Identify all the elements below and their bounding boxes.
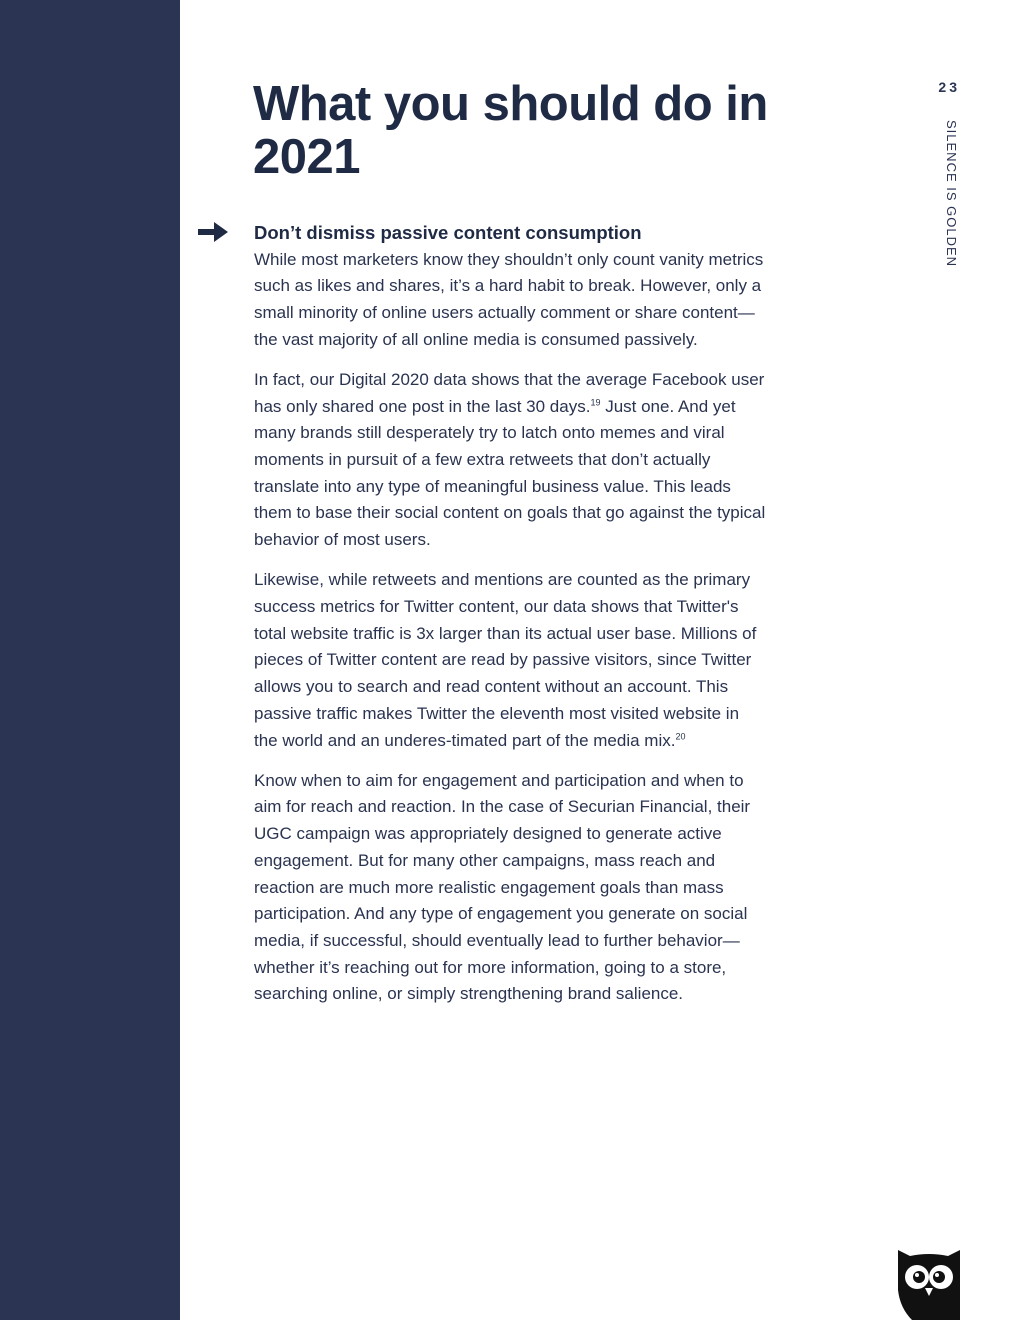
paragraph-text: Just one. And yet many brands still desperately try to latch onto memes and viral moments in pursuit of a few extra retweets that don’t actually translate into any type of meaningful business value. This leads them to base their social content on goals that go against the typical behavior of most users. <box>254 396 766 550</box>
paragraph-facebook-data <box>254 367 766 554</box>
paragraph-text: Likewise, while retweets and mentions are counted as the primary success metrics for Twitter content, our data shows that Twitter's total website traffic is 3x larger than its actual user base. Millions of pieces of Twitter content are read by passive visitors, since Twitter allows you to search and read content without an account. This passive traffic makes Twitter the eleventh most visited website in the world and an underes-timated part of the media mix. <box>254 570 757 750</box>
sidebar-band <box>0 0 180 1320</box>
paragraph-engagement-goals: Know when to aim for engagement and participation and when to aim for reach and reaction. In the case of Securian Financial, their UGC campaign was appropriately designed to generate active engagement. But for many other campaigns, mass reach and reaction are much more realistic engagement goals than mass participation. And any type of engagement you generate on social media, if successful, should eventually lead to further behavior—whether it’s reaching out for more information, going to a store, searching online, or simply strengthening brand salience. <box>254 770 751 1004</box>
paragraph-passive-consumption: While most marketers know they shouldn’t only count vanity metrics such as likes and shares, it’s a hard habit to break. However, only a small minority of online users actually comment or share content—the vast majority of all online media is consumed passively. <box>254 249 764 349</box>
owl-logo <box>898 1250 960 1320</box>
article-body <box>254 220 766 1022</box>
page-title: What you should do in 2021 <box>253 77 768 184</box>
section-heading: Don’t dismiss passive content consumption <box>254 222 642 243</box>
paragraph-text: In fact, our Digital 2020 data shows that the average Facebook user has only shared one post in the last 30 days. <box>254 369 765 416</box>
footnote-marker: 19 <box>590 396 601 407</box>
running-header: SILENCE IS GOLDEN <box>944 120 959 268</box>
arrow-right-icon <box>198 219 230 245</box>
paragraph-twitter-data <box>254 567 766 754</box>
page-number: 23 <box>938 79 960 95</box>
footnote-marker: 20 <box>675 730 686 741</box>
